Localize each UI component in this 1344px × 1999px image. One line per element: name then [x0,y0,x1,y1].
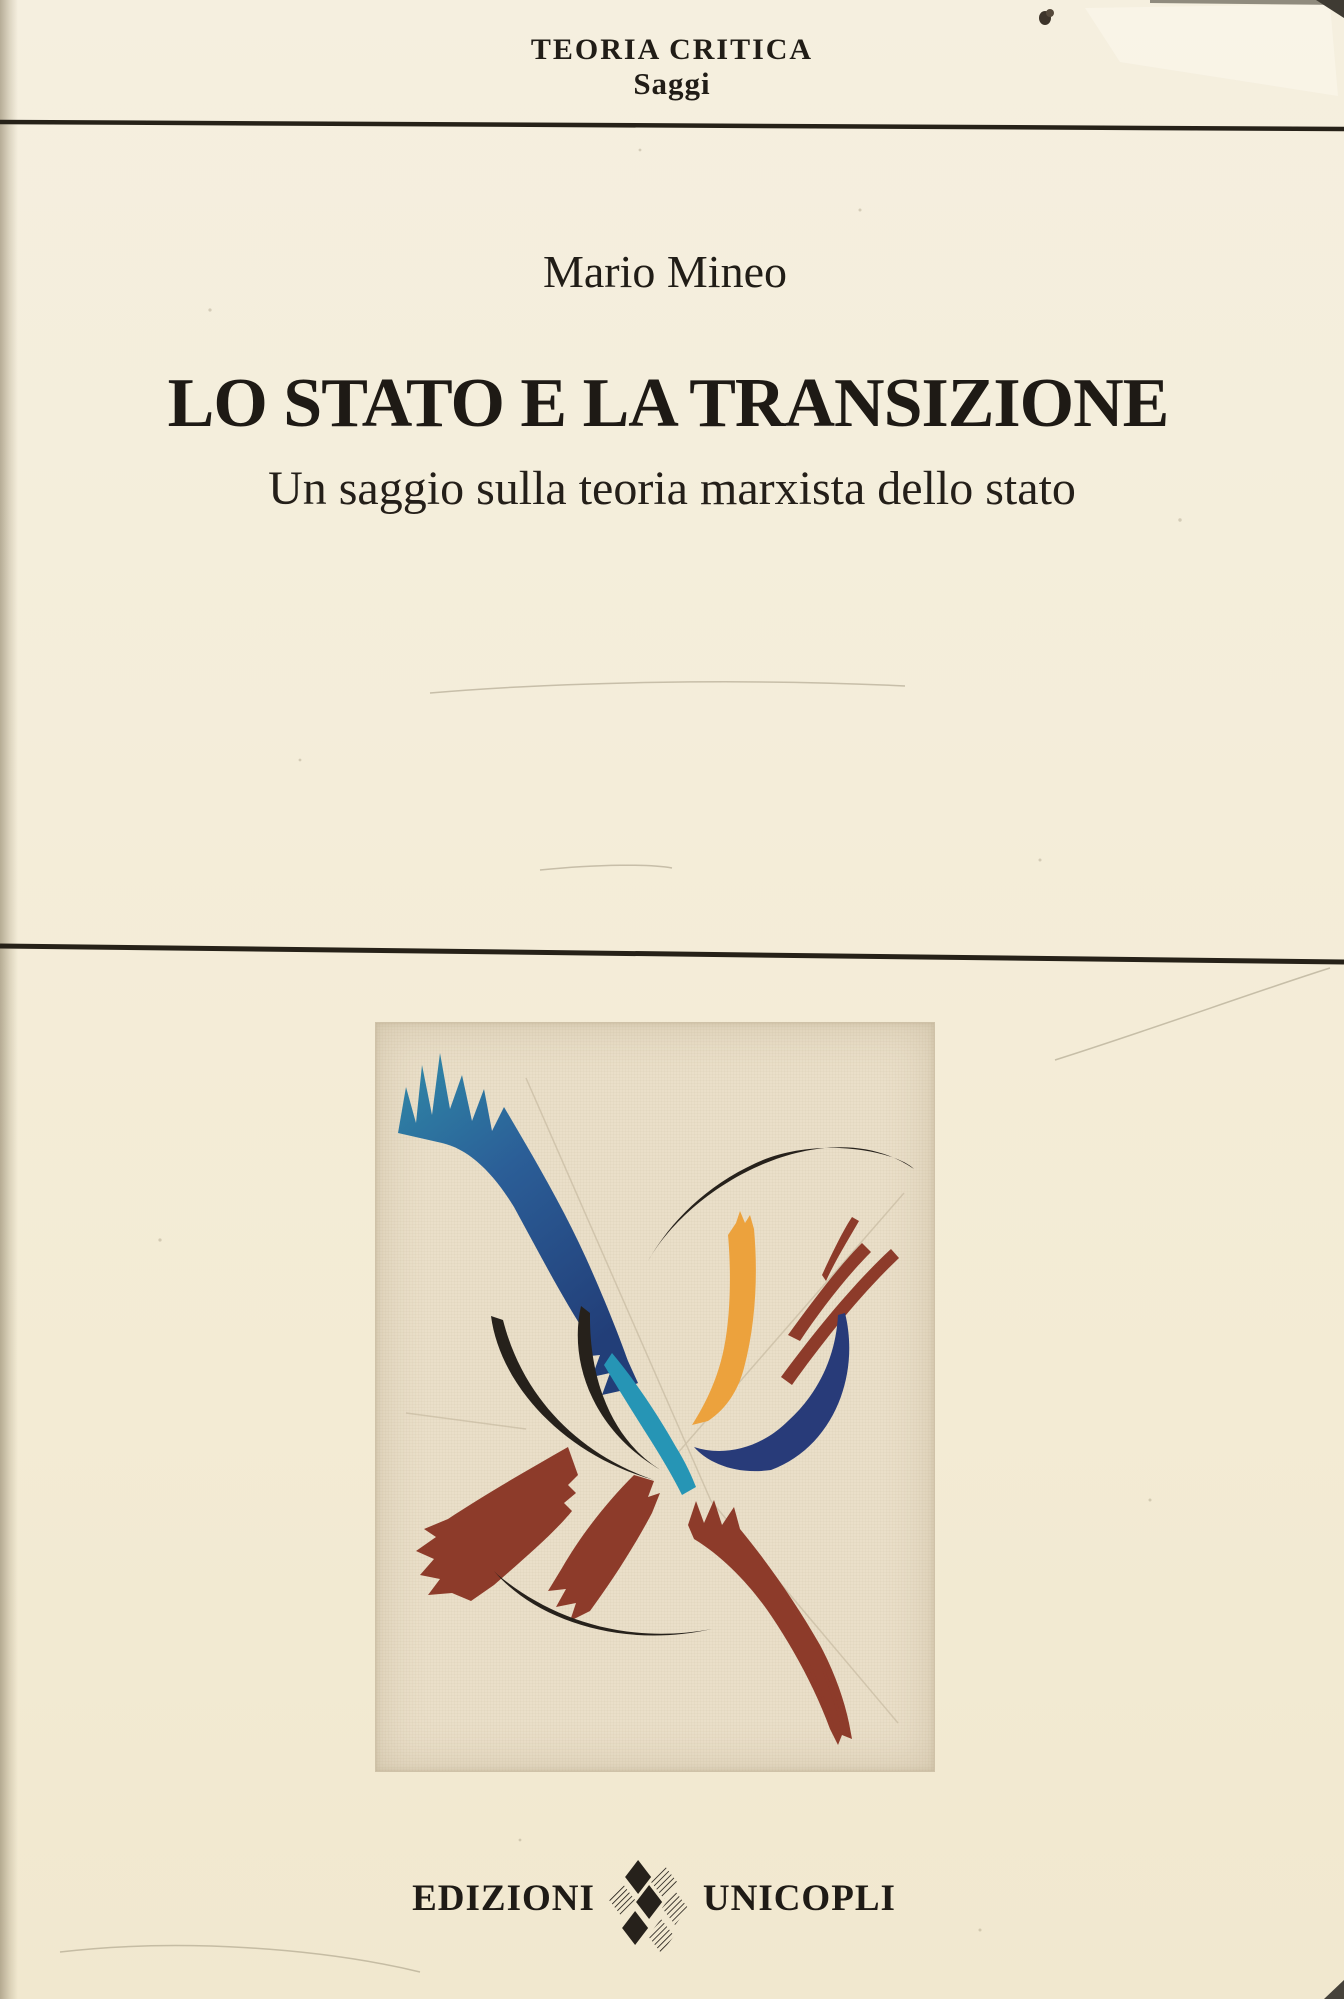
bottom-right-corner-shadow [1324,1980,1344,1999]
publisher-edizioni: EDIZIONI [412,1877,595,1919]
publisher-unicopli: UNICOPLI [702,1877,896,1919]
blue-brushstroke-tail [604,1353,696,1495]
divider-rule-top [0,122,1344,129]
book-title: LO STATO E LA TRANSIZIONE [167,365,1169,442]
cover-artwork [375,1022,935,1772]
series-title: TEORIA CRITICA [530,33,814,66]
top-right-corner-shadow [1316,0,1344,18]
divider-rule-bottom [0,946,1344,962]
blue-brushstroke [398,1053,638,1395]
abstract-painting-svg [376,1023,934,1771]
author-name: Mario Mineo [542,246,787,297]
orange-brushstroke [692,1211,756,1425]
top-edge-shadow [1150,0,1344,5]
book-subtitle: Un saggio sulla teoria marxista dello stato [268,462,1076,515]
publisher-line [412,1858,896,1958]
unicopli-logo-icon [608,1860,690,1956]
logo-diamonds [609,1860,688,1953]
black-arc-top [648,1147,914,1261]
series-subtitle: Saggi [633,66,711,101]
maroon-stroke-left [416,1447,578,1601]
ink-fleck [1039,9,1054,25]
